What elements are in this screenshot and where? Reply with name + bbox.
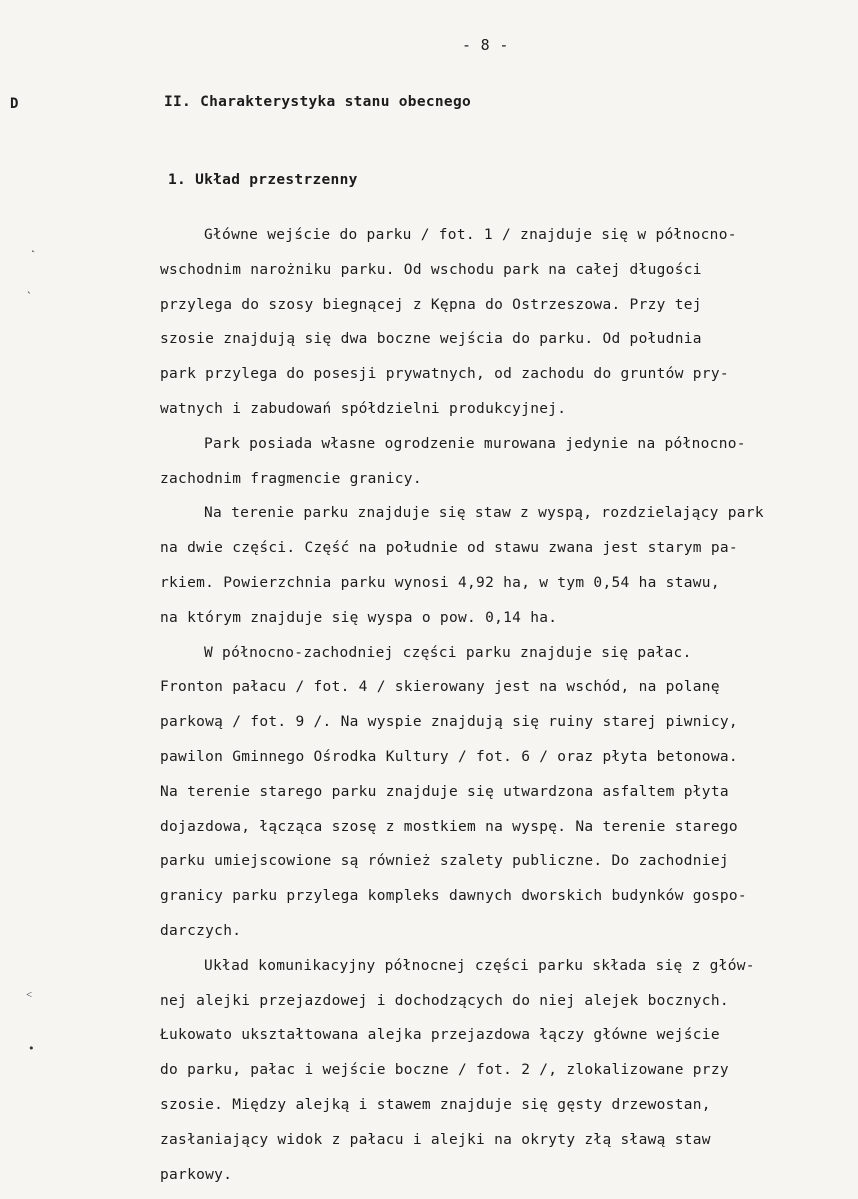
text-line: szosie znajdują się dwa boczne wejścia do parku. Od południa [160,331,702,348]
text-line: Na terenie parku znajduje się staw z wyspą, rozdzielający park [204,505,764,522]
text-line: dojazdowa, łącząca szosę z mostkiem na wyspę. Na terenie starego [160,818,738,835]
text-line: W północno-zachodniej części parku znajduje się pałac. [204,644,692,661]
text-line: Układ komunikacyjny północnej części parku składa się z głów- [204,957,755,974]
text-line: Główne wejście do parku / fot. 1 / znajduje się w północno- [204,227,737,243]
text-line: zachodnim fragmencie granicy. [160,470,422,487]
text-line: darczych. [160,922,242,939]
text-line: Fronton pałacu / fot. 4 / skierowany jest na wschód, na polanę [160,679,720,696]
text-line: nej alejki przejazdowej i dochodzących do niej alejek bocznych. [160,992,729,1009]
text-line: na dwie części. Część na południe od stawu zwana jest starym pa- [160,540,738,557]
text-line: watnych i zabudowań spółdzielni produkcyjnej. [160,400,567,417]
margin-speck: ˂ [26,988,33,1001]
text-line: parkowy. [160,1166,233,1183]
text-line: Park posiada własne ogrodzenie murowana jedynie na północno- [204,435,746,452]
margin-speck: ` [26,290,33,303]
text-line: na którym znajduje się wyspa o pow. 0,14 ha. [160,609,558,626]
body-text [160,218,858,1192]
text-line: zasłaniający widok z pałacu i alejki na okryty złą sławą staw [160,1131,711,1148]
text-line: parku umiejscowione są również szalety publiczne. Do zachodniej [160,853,729,870]
text-line: parkową / fot. 9 /. Na wyspie znajdują się ruiny starej piwnicy, [160,714,738,731]
text-line: Na terenie starego parku znajduje się utwardzona asfaltem płyta [160,783,729,800]
text-line: Łukowato ukształtowana alejka przejazdowa łączy główne wejście [160,1027,720,1044]
subsection-heading: 1. Układ przestrzenny [168,172,358,188]
text-line: do parku, pałac i wejście boczne / fot. 2 /, zlokalizowane przy [160,1062,729,1079]
page-number: - 8 - [462,36,509,54]
margin-letter: D [10,96,19,112]
text-line: granicy parku przylega kompleks dawnych dworskich budynków gospo- [160,888,747,905]
text-line: wschodnim narożniku parku. Od wschodu park na całej długości [160,261,702,278]
text-line: szosie. Między alejką i stawem znajduje się gęsty drzewostan, [160,1096,711,1113]
section-heading: II. Charakterystyka stanu obecnego [164,94,472,110]
margin-speck: ˛ [30,240,37,253]
text-line: pawilon Gminnego Ośrodka Kultury / fot. 6 / oraz płyta betonowa. [160,748,738,765]
text-line: rkiem. Powierzchnia parku wynosi 4,92 ha, w tym 0,54 ha stawu, [160,574,720,591]
margin-speck: • [28,1042,35,1055]
text-line: park przylega do posesji prywatnych, od zachodu do gruntów pry- [160,366,729,383]
text-line: przylega do szosy biegnącej z Kępna do Ostrzeszowa. Przy tej [160,296,702,313]
